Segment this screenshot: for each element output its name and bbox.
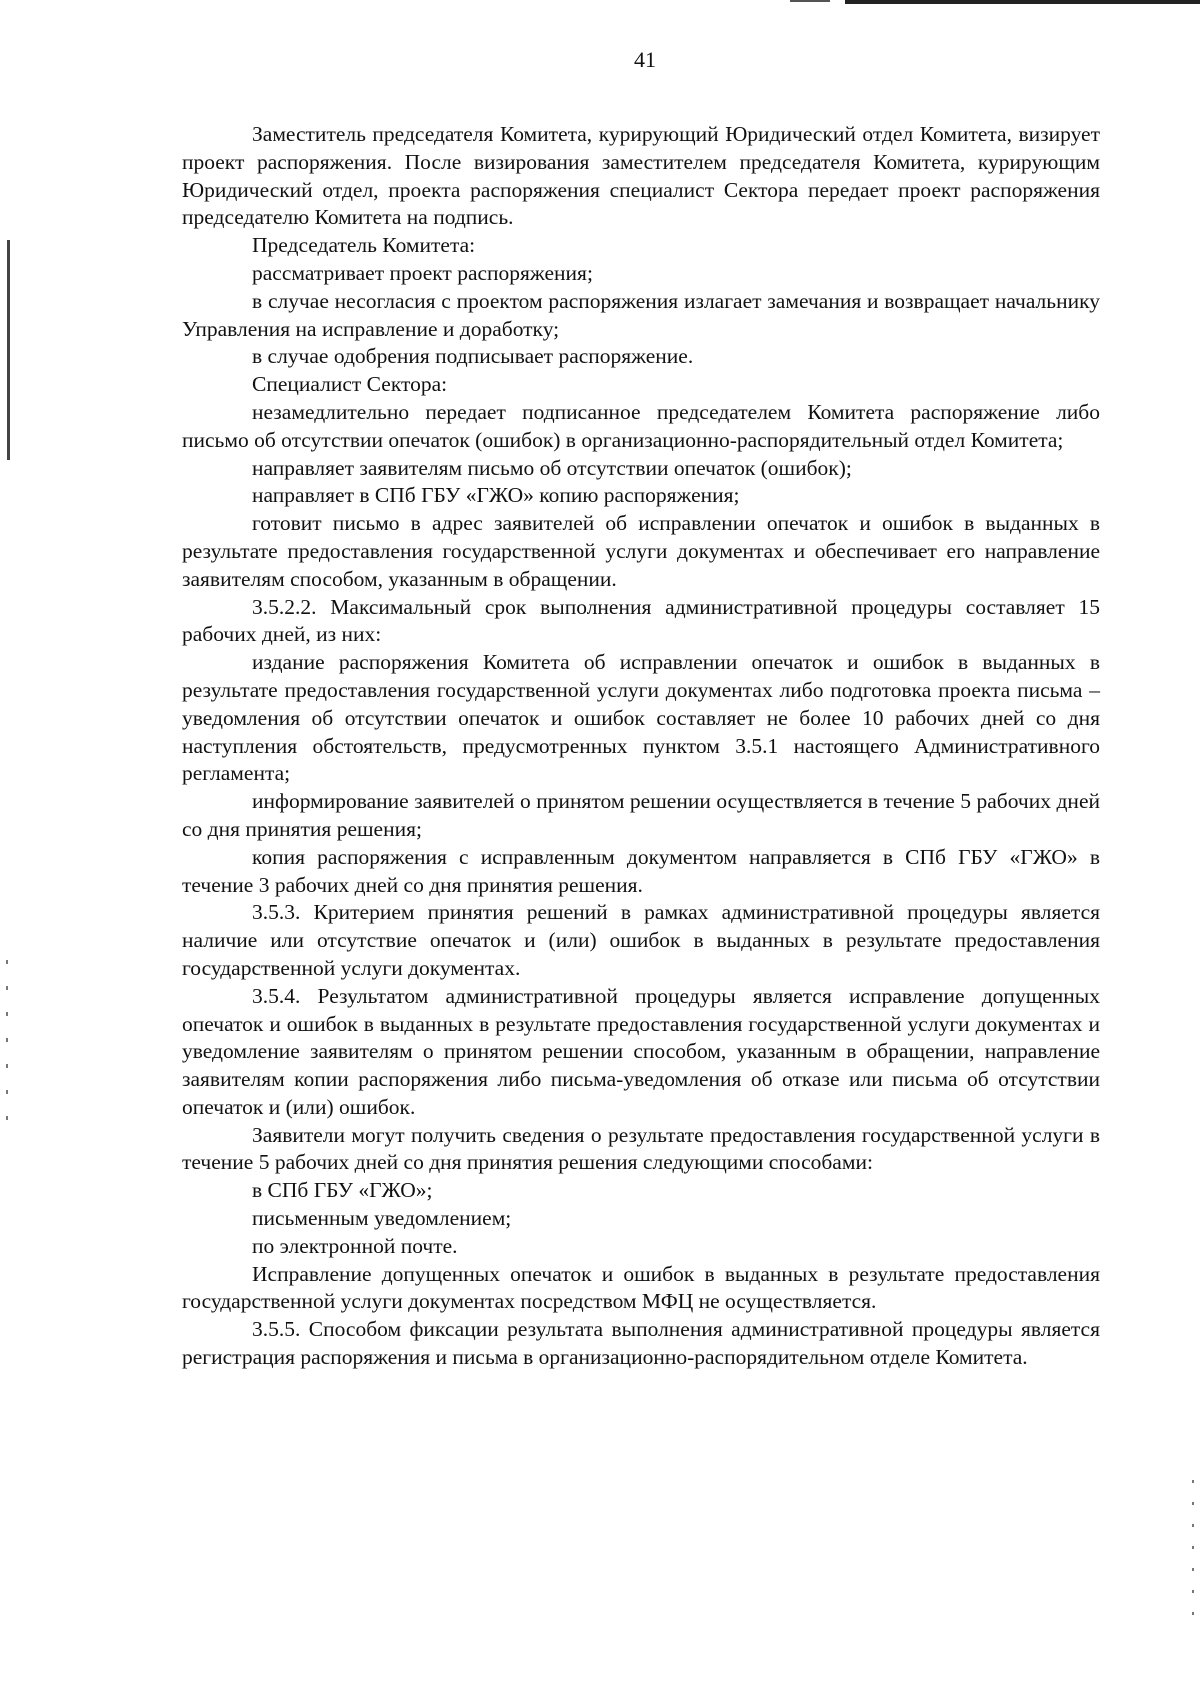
- scan-artifact-margin-dots: [1192, 1480, 1194, 1620]
- paragraph: Председатель Комитета:: [252, 233, 476, 258]
- paragraph: 3.5.4. Результатом административной процедуры является исправление допущенных опечаток и ошибок в выданных в результате предоставления государственной услуги документах и уведомление заявителям о принятом решении способом, указанным в обращении, направление заявителям копии распоряжения либо письма-уведомления об отказе или письма об отсутствии опечаток и (или) ошибок.: [182, 983, 1100, 1119]
- scan-artifact-margin-dots: [6, 960, 8, 1130]
- paragraph: Заявители могут получить сведения о результате предоставления государственной услуги в течение 5 рабочих дней со дня принятия решения следующими способами:: [182, 1122, 1100, 1175]
- paragraph: 3.5.5. Способом фиксации результата выполнения административной процедуры является регистрация распоряжения и письма в организационно-распорядительном отделе Комитета.: [182, 1317, 1100, 1370]
- paragraph: в случае одобрения подписывает распоряжение.: [252, 344, 694, 369]
- paragraph: 3.5.3. Критерием принятия решений в рамках административной процедуры является наличие или отсутствие опечаток и (или) ошибок в выданных в результате предоставления государственной услуги документах.: [182, 900, 1100, 980]
- paragraph: Специалист Сектора:: [252, 372, 448, 397]
- paragraph: копия распоряжения с исправленным документом направляется в СПб ГБУ «ГЖО» в течение 3 рабочих дней со дня принятия решения.: [182, 844, 1100, 897]
- document-body: [182, 121, 1100, 1372]
- paragraph: по электронной почте.: [252, 1233, 458, 1258]
- scan-artifact-margin-mark: [7, 240, 10, 460]
- paragraph: издание распоряжения Комитета об исправлении опечаток и ошибок в выданных в результате предоставления государственной услуги документах либо подготовка проекта письма – уведомления об отсутствии опечаток и ошибок составляет не более 10 рабочих дней со дня наступления обстоятельств, предусмотренных пунктом 3.5.1 настоящего Административного регламента;: [182, 650, 1100, 786]
- paragraph: Исправление допущенных опечаток и ошибок в выданных в результате предоставления государственной услуги документах посредством МФЦ не осуществляется.: [182, 1261, 1100, 1314]
- paragraph: информирование заявителей о принятом решении осуществляется в течение 5 рабочих дней со дня принятия решения;: [182, 789, 1100, 841]
- paragraph: направляет заявителям письмо об отсутствии опечаток (ошибок);: [252, 455, 852, 480]
- paragraph: незамедлительно передает подписанное председателем Комитета распоряжение либо письмо об отсутствии опечаток (ошибок) в организационно-распорядительный отдел Комитета;: [182, 399, 1100, 452]
- paragraph: письменным уведомлением;: [252, 1206, 512, 1231]
- scan-artifact-line: [790, 0, 830, 2]
- paragraph: в СПб ГБУ «ГЖО»;: [252, 1178, 433, 1203]
- paragraph: 3.5.2.2. Максимальный срок выполнения административной процедуры составляет 15 рабочих дней, из них:: [182, 594, 1100, 647]
- paragraph: направляет в СПб ГБУ «ГЖО» копию распоряжения;: [252, 483, 740, 508]
- paragraph: рассматривает проект распоряжения;: [252, 260, 593, 285]
- page-number: 41: [634, 47, 656, 72]
- paragraph: готовит письмо в адрес заявителей об исправлении опечаток и ошибок в выданных в результате предоставления государственной услуги документах и обеспечивает его направление заявителям способом, указанным в обращении.: [182, 511, 1100, 591]
- paragraph: в случае несогласия с проектом распоряжения излагает замечания и возвращает начальнику Управления на исправление и доработку;: [182, 288, 1100, 341]
- scan-artifact-line: [845, 0, 1200, 4]
- paragraph: Заместитель председателя Комитета, курирующий Юридический отдел Комитета, визирует проект распоряжения. После визирования заместителем председателя Комитета, курирующим Юридический отдел, проекта распоряжения специалист Сектора передает проект распоряжения председателю Комитета на подпись.: [182, 122, 1100, 230]
